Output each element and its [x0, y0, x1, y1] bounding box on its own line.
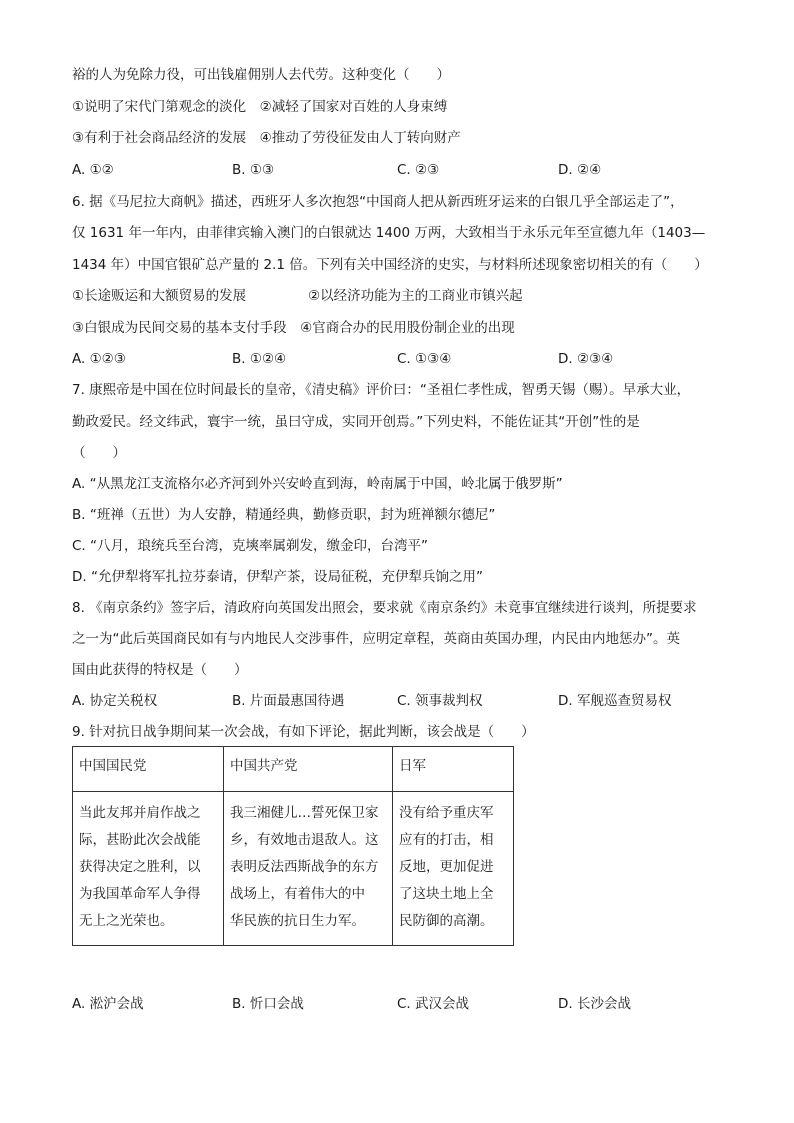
q7-option-c[interactable]: C. “八月，琅统兵至台湾，克塽率属剃发，缴金印，台湾平” [72, 538, 428, 554]
q8-stem-2: 之一为“此后英国商民如有与内地民人交涉事件，应明定章程，英商由英国办理，内民由内地惩办”。英 [72, 631, 680, 647]
q7-stem-3: （ ） [72, 445, 126, 461]
cell-line: 当此友邦并肩作战之 [79, 805, 201, 821]
q5-option-a[interactable]: A. ①② [72, 162, 114, 178]
q6-stem-1: 6. 据《马尼拉大商帆》描述，西班牙人多次抱怨“中国商人把从新西班牙运来的白银几乎全部运走了”， [72, 194, 684, 210]
cell-line: 我三湘健儿…誓死保卫家 [230, 805, 379, 821]
q6-option-d[interactable]: D. ②③④ [558, 351, 614, 367]
header-kmt: 中国国民党 [73, 747, 224, 792]
q5-option-d[interactable]: D. ②④ [558, 162, 602, 178]
q5-stem-tail: 裕的人为免除力役，可出钱雇佣别人去代劳。这种变化（ ） [72, 67, 450, 83]
q7-option-a[interactable]: A. “从黑龙江支流格尔必齐河到外兴安岭直到海，岭南属于中国，岭北属于俄罗斯” [72, 476, 563, 492]
q6-statement-1: ①长途贩运和大额贸易的发展 [72, 288, 247, 304]
q8-options [72, 691, 732, 711]
table-header-row [73, 747, 514, 792]
q8-option-b[interactable]: B. 片面最惠国待遇 [232, 693, 345, 709]
cell-line: 华民族的抗日生力军。 [230, 913, 365, 929]
cell-line: 应有的打击，相 [399, 832, 494, 848]
cell-line: 为我国革命军人争得 [79, 886, 201, 902]
q7-option-b[interactable]: B. “班禅（五世）为人安静，精通经典，勤修贡职，封为班禅额尔德尼” [72, 507, 496, 523]
q9-options [72, 994, 732, 1014]
q6-stem-2: 仅 1631 年一年内，由菲律宾输入澳门的白银就达 1400 万两，大致相当于永乐元年至宣德九年（1403— [72, 225, 706, 241]
q5-statements-2: ③有利于社会商品经济的发展 ④推动了劳役征发由人丁转向财产 [72, 130, 461, 146]
cell-ccp-comment [224, 792, 393, 946]
q8-stem-1: 8. 《南京条约》签字后，清政府向英国发出照会，要求就《南京条约》未竟事宜继续进行谈判，所提要求 [72, 600, 697, 616]
cell-japan-comment [393, 792, 514, 946]
q9-stem: 9. 针对抗日战争期间某一次会战，有如下评论，据此判断，该会战是（ ） [72, 724, 535, 740]
q5-statements-1: ①说明了宋代门第观念的淡化 ②减轻了国家对百姓的人身束缚 [72, 99, 448, 115]
cell-line: 没有给予重庆军 [399, 805, 494, 821]
cell-line: 了这块土地上全 [399, 886, 494, 902]
cell-line: 乡，有效地击退敌人。这 [230, 832, 379, 848]
cell-kmt-comment [73, 792, 224, 946]
cell-line: 无上之光荣也。 [79, 913, 174, 929]
q9-option-b[interactable]: B. 忻口会战 [232, 996, 304, 1012]
q9-option-c[interactable]: C. 武汉会战 [397, 996, 470, 1012]
q6-option-b[interactable]: B. ①②④ [232, 351, 287, 367]
cell-line: 际，甚盼此次会战能 [79, 832, 201, 848]
header-japan: 日军 [393, 747, 514, 792]
q9-option-a[interactable]: A. 淞沪会战 [72, 996, 144, 1012]
q5-option-b[interactable]: B. ①③ [232, 162, 275, 178]
q9-option-d[interactable]: D. 长沙会战 [558, 996, 631, 1012]
cell-line: 民防御的高潮。 [399, 913, 494, 929]
cell-line: 反地，更加促进 [399, 859, 494, 875]
cell-line: 获得决定之胜利，以 [79, 859, 201, 875]
q9-comments-table [72, 746, 514, 946]
q6-options [72, 349, 732, 369]
q8-option-a[interactable]: A. 协定关税权 [72, 693, 158, 709]
q8-stem-3: 国由此获得的特权是（ ） [72, 662, 248, 678]
table-row [73, 792, 514, 946]
q6-statement-2: ②以经济功能为主的工商业市镇兴起 [308, 288, 523, 304]
q6-statements-34: ③白银成为民间交易的基本支付手段 ④官商合办的民用股份制企业的出现 [72, 320, 515, 336]
cell-line: 战场上，有着伟大的中 [230, 886, 365, 902]
q5-options [72, 160, 732, 180]
q5-option-c[interactable]: C. ②③ [397, 162, 440, 178]
q7-option-d[interactable]: D. “允伊犁将军扎拉芬泰请，伊犁产茶，设局征税，充伊犁兵饷之用” [72, 569, 483, 585]
q8-option-d[interactable]: D. 军舰巡查贸易权 [558, 693, 672, 709]
q7-stem-1: 7. 康熙帝是中国在位时间最长的皇帝，《清史稿》评价曰：“圣祖仁孝性成，智勇天锡（赐）。早承大业， [72, 382, 691, 398]
q8-option-c[interactable]: C. 领事裁判权 [397, 693, 483, 709]
q6-option-a[interactable]: A. ①②③ [72, 351, 126, 367]
q6-option-c[interactable]: C. ①③④ [397, 351, 452, 367]
q6-stem-3: 1434 年）中国官银矿总产量的 2.1 倍。下列有关中国经济的史实，与材料所述现象密切相关的有（ ） [72, 257, 708, 273]
q7-stem-2: 勤政爱民。经文纬武，寰宇一统，虽曰守成，实同开创焉。”下列史料，不能佐证其“开创”性的是 [72, 414, 640, 430]
header-ccp: 中国共产党 [224, 747, 393, 792]
cell-line: 表明反法西斯战争的东方 [230, 859, 379, 875]
